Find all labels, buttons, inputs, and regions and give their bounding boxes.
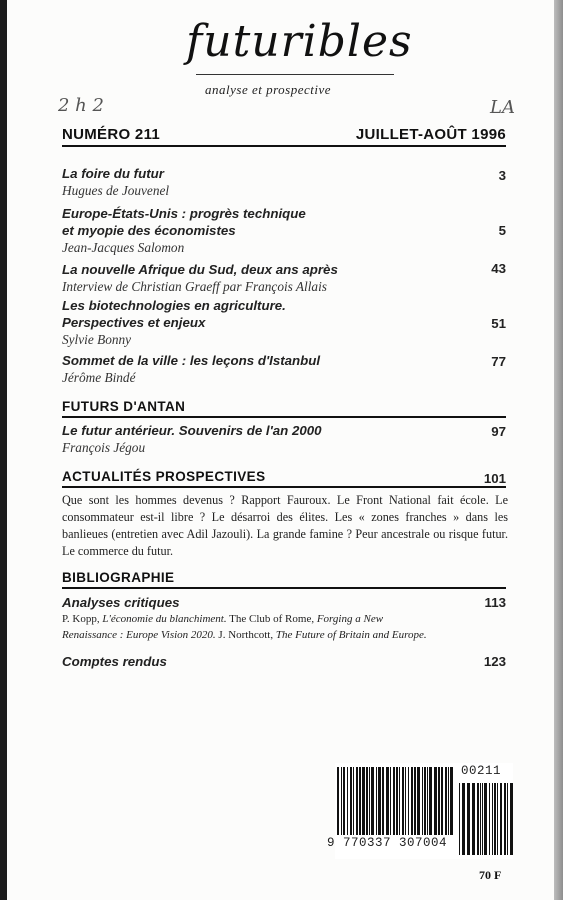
barcode-bar — [438, 767, 440, 835]
barcode-bar — [448, 767, 449, 835]
toc-entry-title: Sommet de la ville : les leçons d'Istanbul — [62, 353, 321, 368]
barcode-bar — [382, 767, 384, 835]
barcode-bar — [480, 783, 481, 855]
toc-entry-page: 43 — [491, 261, 506, 276]
barcode-bar — [482, 783, 483, 855]
barcode-digits: 9 770337 307004 — [327, 836, 448, 850]
barcode-bar — [462, 783, 465, 855]
barcode-bar — [472, 783, 475, 855]
toc-entry-page: 113 — [484, 595, 506, 610]
barcode-bar — [341, 767, 342, 835]
toc-entry — [62, 165, 506, 199]
toc-entry-page: 5 — [498, 223, 506, 238]
barcode-bar — [477, 783, 479, 855]
barcode-bar — [408, 767, 409, 835]
barcode-bar — [504, 783, 506, 855]
toc-entry — [62, 422, 506, 456]
barcode-bar — [510, 783, 513, 855]
ref-author: J. Northcott, — [215, 629, 276, 641]
section-rule — [62, 486, 506, 488]
toc-entry-author: Sylvie Bonny — [62, 332, 132, 347]
barcode-bar — [343, 767, 345, 835]
toc-entry-page: 123 — [483, 654, 506, 669]
barcode-bar — [390, 767, 391, 835]
toc-entry-title: La nouvelle Afrique du Sud, deux ans après — [62, 262, 338, 277]
ref-title: Forging a New — [316, 613, 384, 625]
toc-entry-author: Jérôme Bindé — [62, 370, 136, 385]
page-edge-left — [0, 0, 7, 900]
handwritten-note-left: 2 h 2 — [58, 95, 104, 116]
barcode-bar — [399, 767, 400, 835]
barcode-bar — [337, 767, 339, 835]
barcode-bar — [484, 783, 487, 855]
actualites-summary: Que sont les hommes devenus ? Rapport Fauroux. Le Front National fait école. Le consommateur est-il libre ? Le désarroi des élites. Les « zones franches » dans les banlieues (entretien avec Adil Jazouli). La grande famine ? Peur ancestrale ou risque futur. Le commerce du futur. — [62, 493, 508, 558]
barcode-bar — [422, 767, 423, 835]
barcode-bar — [429, 767, 432, 835]
barcode-bar — [459, 783, 460, 855]
toc-entry-author: Jean-Jacques Salomon — [62, 240, 185, 255]
toc-entry-author: Interview de Christian Graeff par François Allais — [62, 279, 327, 294]
toc-entry-page: 51 — [491, 316, 506, 331]
section-heading-futurs: FUTURS D'ANTAN — [62, 399, 186, 414]
barcode-bar — [507, 783, 508, 855]
toc-entry — [62, 297, 506, 348]
barcode-bar — [427, 767, 428, 835]
barcode-bar — [362, 767, 365, 835]
toc-entry — [62, 205, 506, 256]
barcode-bar — [359, 767, 361, 835]
barcode-bar — [494, 783, 496, 855]
ref-title: Renaissance : Europe Vision 2020. — [62, 629, 216, 641]
toc-entry-title: Les biotechnologies en agriculture. — [62, 298, 286, 313]
header-rule — [62, 145, 506, 147]
toc-entry-page: 97 — [491, 424, 506, 439]
toc-entry-title-line2: Perspectives et enjeux — [62, 315, 206, 330]
section-rule — [62, 416, 506, 418]
ref-author: P. Kopp, — [62, 613, 103, 625]
section-heading-bibliographie: BIBLIOGRAPHIE — [62, 570, 175, 585]
masthead-tagline: analyse et prospective — [205, 82, 332, 97]
barcode-bar — [386, 767, 389, 835]
barcode-bar — [353, 767, 354, 835]
barcode-bar — [411, 767, 413, 835]
barcode-bar — [467, 783, 470, 855]
barcode-bar — [492, 783, 493, 855]
toc-entry-title: Analyses critiques — [62, 595, 180, 610]
barcode-bar — [347, 767, 348, 835]
analyses-references-line1 — [62, 611, 508, 628]
section-heading-actualites: ACTUALITÉS PROSPECTIVES — [62, 469, 266, 484]
barcode-bar — [356, 767, 358, 835]
barcode-bar — [497, 783, 498, 855]
ref-title: L'économie du blanchiment. — [102, 613, 227, 625]
barcode-bar — [396, 767, 398, 835]
issue-date: JUILLET-AOÛT 1996 — [355, 126, 506, 143]
barcode-bar — [489, 783, 490, 855]
barcode-bar — [434, 767, 437, 835]
toc-entry-title: Comptes rendus — [62, 654, 167, 669]
barcode-bar — [376, 767, 377, 835]
barcode-bar — [500, 783, 502, 855]
cover-price: 70 F — [479, 868, 502, 882]
toc-entry — [62, 261, 506, 295]
section-page-actualites: 101 — [483, 471, 506, 486]
barcode-bar — [441, 767, 443, 835]
barcode-bar — [402, 767, 404, 835]
toc-entry-title: La foire du futur — [62, 166, 164, 181]
toc-entry-page: 3 — [498, 168, 506, 183]
barcode-bar — [393, 767, 395, 835]
toc-entry-title: Europe-États-Unis : progrès technique — [62, 206, 306, 221]
barcode-issue-code: 00211 — [461, 764, 502, 778]
barcode-bar — [424, 767, 426, 835]
ref-author: The Club of Rome, — [226, 613, 317, 625]
barcode-bar — [417, 767, 420, 835]
ref-title: The Future of Britain and Europe. — [275, 629, 427, 641]
handwritten-note-right: LA — [490, 97, 515, 118]
page-edge-right — [554, 0, 563, 900]
barcode-bar — [369, 767, 370, 835]
barcode-bar — [405, 767, 406, 835]
masthead-logo: futuribles — [186, 16, 413, 67]
barcode-bar — [450, 767, 453, 835]
issue-number: NUMÉRO 211 — [62, 126, 161, 143]
section-rule — [62, 587, 506, 589]
barcode-bar — [371, 767, 374, 835]
barcode-bar — [378, 767, 381, 835]
barcode-bar — [445, 767, 447, 835]
toc-entry-title-line2: et myopie des économistes — [62, 223, 236, 238]
toc-entry-analyses — [62, 594, 506, 611]
toc-entry-author: François Jégou — [62, 440, 146, 455]
toc-entry-title: Le futur antérieur. Souvenirs de l'an 2000 — [62, 423, 322, 438]
toc-entry-page: 77 — [491, 354, 506, 369]
toc-entry — [62, 352, 506, 386]
analyses-references-line2 — [62, 627, 508, 644]
barcode-bar — [366, 767, 368, 835]
barcode-bar — [350, 767, 352, 835]
toc-entry-author: Hugues de Jouvenel — [62, 183, 170, 198]
toc-entry-comptes — [62, 653, 506, 670]
masthead-rule — [196, 74, 394, 75]
barcode-bar — [414, 767, 416, 835]
